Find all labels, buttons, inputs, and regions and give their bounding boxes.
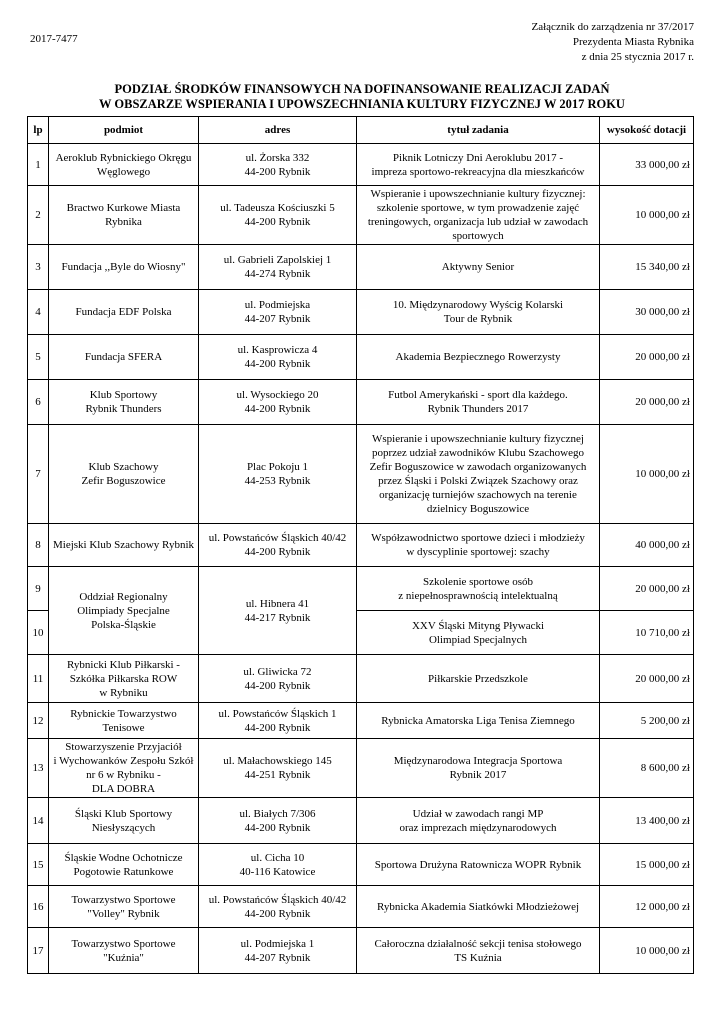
- cell-podmiot: [49, 335, 199, 380]
- grants-table: [27, 116, 694, 974]
- cell-adres-line: ul. Powstańców Śląskich 1: [218, 707, 337, 720]
- cell-adres-line: ul. Cicha 10: [250, 851, 305, 864]
- cell-podmiot-line: w Rybniku: [99, 686, 148, 699]
- cell-adres-line: 44-217 Rybnik: [244, 611, 311, 624]
- cell-zadanie-line: sportowych: [452, 230, 504, 242]
- cell-podmiot: [49, 567, 199, 655]
- cell-adres-line: ul. Małachowskiego 145: [223, 755, 332, 767]
- table-row: [28, 928, 694, 974]
- cell-adres: [199, 290, 357, 335]
- cell-zadanie-line: Olimpiad Specjalnych: [428, 633, 528, 646]
- cell-kwota: 20 000,00 zł: [600, 567, 694, 611]
- cell-zadanie-line: 10. Międzynarodowy Wyścig Kolarski: [392, 299, 564, 311]
- cell-podmiot: [49, 186, 199, 245]
- cell-podmiot-line: Bractwo Kurkowe Miasta: [66, 202, 181, 214]
- cell-adres: [199, 567, 357, 655]
- cell-adres-line: 44-253 Rybnik: [244, 475, 311, 487]
- cell-podmiot-line: nr 6 w Rybniku -: [86, 769, 161, 781]
- cell-podmiot-line: Śląski Klub Sportowy: [74, 807, 173, 820]
- cell-kwota: 5 200,00 zł: [600, 703, 694, 739]
- cell-adres-line: 44-207 Rybnik: [244, 313, 311, 325]
- cell-adres-line: ul. Tadeusza Kościuszki 5: [220, 202, 335, 214]
- cell-podmiot-line: i Wychowanków Zespołu Szkół: [53, 755, 194, 767]
- cell-podmiot: [49, 798, 199, 844]
- cell-adres-line: Plac Pokoju 1: [246, 461, 309, 473]
- cell-zadanie: [357, 245, 600, 290]
- cell-podmiot: [49, 245, 199, 290]
- cell-podmiot-line: Rybnik Thunders: [85, 403, 162, 415]
- cell-zadanie: [357, 655, 600, 703]
- cell-adres-line: 44-200 Rybnik: [244, 403, 311, 415]
- cell-adres-line: 44-251 Rybnik: [244, 769, 311, 781]
- table-row: [28, 886, 694, 928]
- cell-adres: [199, 144, 357, 186]
- cell-zadanie-line: Rybnik Thunders 2017: [427, 403, 529, 415]
- cell-podmiot-line: Rybnika: [105, 216, 142, 228]
- cell-zadanie-line: z niepełnosprawnością intelektualną: [398, 589, 558, 602]
- cell-kwota: 40 000,00 zł: [600, 524, 694, 567]
- cell-kwota: 10 000,00 zł: [600, 186, 694, 245]
- cell-adres: [199, 844, 357, 886]
- table-row: [28, 655, 694, 703]
- table-row: [28, 245, 694, 290]
- cell-zadanie-line: Całoroczna działalność sekcji tenisa stołowego: [374, 937, 582, 950]
- cell-zadanie: [357, 928, 600, 974]
- cell-zadanie-line: Piknik Lotniczy Dni Aeroklubu 2017 -: [392, 151, 564, 164]
- cell-adres: [199, 380, 357, 425]
- cell-podmiot: [49, 928, 199, 974]
- cell-zadanie-line: Szkolenie sportowe osób: [423, 575, 533, 588]
- document-id: 2017-7477: [30, 33, 78, 45]
- cell-zadanie-line: Rybnicka Akademia Siatkówki Młodzieżowej: [376, 900, 580, 913]
- cell-kwota: 33 000,00 zł: [600, 144, 694, 186]
- cell-adres: [199, 739, 357, 798]
- cell-zadanie: [357, 380, 600, 425]
- cell-zadanie: [357, 335, 600, 380]
- cell-adres: [199, 425, 357, 524]
- cell-zadanie: [357, 186, 600, 245]
- cell-podmiot-line: Aeroklub Rybnickiego Okręgu: [55, 151, 192, 164]
- cell-podmiot-line: Rybnicki Klub Piłkarski -: [67, 658, 180, 671]
- table-body: [28, 144, 694, 974]
- cell-adres-line: ul. Białych 7/306: [239, 807, 316, 820]
- cell-podmiot: [49, 290, 199, 335]
- cell-zadanie-line: organizację turniejów szachowych na terenie: [379, 489, 577, 501]
- cell-podmiot-line: Klub Szachowy: [88, 461, 159, 473]
- cell-zadanie-line: treningowych, organizacja lub udział w zawodach: [367, 216, 589, 228]
- cell-adres-line: ul. Powstańców Śląskich 40/42: [208, 532, 347, 544]
- cell-adres-line: 44-200 Rybnik: [244, 358, 311, 370]
- table-row: [28, 425, 694, 524]
- cell-podmiot: [49, 844, 199, 886]
- cell-adres-line: 44-200 Rybnik: [244, 165, 311, 178]
- table-row: [28, 335, 694, 380]
- cell-adres: [199, 335, 357, 380]
- cell-podmiot-line: Śląskie Wodne Ochotnicze: [64, 851, 183, 864]
- cell-podmiot: [49, 703, 199, 739]
- cell-kwota: 15 000,00 zł: [600, 844, 694, 886]
- cell-zadanie: [357, 886, 600, 928]
- cell-adres-line: 40-116 Katowice: [239, 865, 316, 878]
- cell-adres-line: 44-207 Rybnik: [244, 951, 311, 964]
- cell-kwota: 10 710,00 zł: [600, 611, 694, 655]
- cell-zadanie: [357, 611, 600, 655]
- cell-lp: 6: [28, 380, 49, 425]
- cell-zadanie: [357, 844, 600, 886]
- cell-podmiot: [49, 739, 199, 798]
- attachment-note: [532, 20, 694, 65]
- cell-adres-line: ul. Żorska 332: [245, 151, 310, 164]
- table-row: [28, 186, 694, 245]
- cell-adres-line: ul. Gliwicka 72: [243, 665, 312, 678]
- cell-podmiot: [49, 524, 199, 567]
- cell-zadanie-line: Rybnik 2017: [449, 769, 507, 781]
- cell-podmiot-line: Polska-Śląskie: [91, 618, 156, 631]
- column-header-podmiot: podmiot: [49, 117, 199, 144]
- cell-adres-line: 44-200 Rybnik: [244, 821, 311, 834]
- attachment-line: Załącznik do zarządzenia nr 37/2017: [531, 21, 694, 33]
- cell-podmiot-line: Towarzystwo Sportowe: [71, 937, 176, 950]
- cell-zadanie-line: w dyscyplinie sportowej: szachy: [406, 546, 550, 558]
- cell-kwota: 20 000,00 zł: [600, 655, 694, 703]
- cell-lp: 3: [28, 245, 49, 290]
- cell-podmiot-line: Klub Sportowy: [89, 389, 158, 401]
- cell-zadanie: [357, 425, 600, 524]
- cell-zadanie: [357, 524, 600, 567]
- title-line: W OBSZARZE WSPIERANIA I UPOWSZECHNIANIA KULTURY FIZYCZNEJ W 2017 ROKU: [99, 97, 625, 111]
- cell-podmiot: [49, 380, 199, 425]
- cell-adres-line: 44-200 Rybnik: [244, 679, 311, 692]
- cell-podmiot-line: Miejski Klub Szachowy Rybnik: [52, 539, 195, 551]
- cell-adres-line: 44-274 Rybnik: [244, 268, 311, 280]
- cell-adres: [199, 886, 357, 928]
- cell-kwota: 10 000,00 zł: [600, 425, 694, 524]
- cell-zadanie-line: Zefir Boguszowice w zawodach organizowanych: [369, 461, 587, 473]
- cell-adres: [199, 703, 357, 739]
- cell-adres-line: ul. Kasprowicza 4: [237, 344, 318, 356]
- cell-podmiot-line: "Volley" Rybnik: [87, 907, 160, 920]
- cell-zadanie-line: Aktywny Senior: [441, 261, 515, 273]
- cell-adres-line: ul. Hibnera 41: [245, 597, 310, 610]
- column-header-tytul: tytuł zadania: [357, 117, 600, 144]
- cell-adres-line: 44-200 Rybnik: [244, 907, 311, 920]
- cell-zadanie: [357, 567, 600, 611]
- cell-adres-line: 44-200 Rybnik: [244, 721, 311, 734]
- cell-podmiot-line: Fundacja SFERA: [84, 351, 163, 363]
- cell-podmiot-line: Olimpiady Specjalne: [77, 604, 170, 617]
- cell-zadanie-line: Udział w zawodach rangi MP: [412, 807, 544, 820]
- table-row: [28, 290, 694, 335]
- cell-adres: [199, 798, 357, 844]
- attachment-line: z dnia 25 stycznia 2017 r.: [581, 51, 694, 63]
- table-header-row: [28, 117, 694, 144]
- cell-zadanie-line: Wspieranie i upowszechnianie kultury fizycznej:: [370, 188, 586, 200]
- column-header-lp: lp: [28, 117, 49, 144]
- cell-lp: 17: [28, 928, 49, 974]
- cell-zadanie: [357, 290, 600, 335]
- cell-zadanie-line: impreza sportowo-rekreacyjna dla mieszkańców: [371, 165, 585, 178]
- cell-podmiot: [49, 144, 199, 186]
- cell-adres-line: 44-200 Rybnik: [244, 216, 311, 228]
- cell-zadanie-line: dzielnicy Boguszowice: [426, 503, 530, 515]
- cell-lp: 1: [28, 144, 49, 186]
- cell-kwota: 20 000,00 zł: [600, 335, 694, 380]
- cell-podmiot-line: Fundacja ,,Byle do Wiosny": [61, 261, 186, 273]
- cell-zadanie-line: szkolenie sportowe, w tym prowadzenie zajęć: [376, 202, 580, 214]
- attachment-line: Prezydenta Miasta Rybnika: [572, 36, 694, 48]
- cell-adres: [199, 928, 357, 974]
- cell-lp: 5: [28, 335, 49, 380]
- cell-lp: 13: [28, 739, 49, 798]
- cell-kwota: 20 000,00 zł: [600, 380, 694, 425]
- cell-lp: 16: [28, 886, 49, 928]
- cell-lp: 10: [28, 611, 49, 655]
- cell-adres-line: ul. Podmiejska: [244, 299, 311, 311]
- cell-zadanie-line: poprzez udział zawodników Klubu Szachowego: [372, 447, 584, 459]
- cell-adres-line: ul. Podmiejska 1: [240, 937, 315, 950]
- cell-adres-line: ul. Powstańców Śląskich 40/42: [208, 893, 347, 906]
- cell-zadanie: [357, 703, 600, 739]
- cell-podmiot-line: Towarzystwo Sportowe: [71, 893, 176, 906]
- table-row: [28, 567, 694, 611]
- cell-lp: 2: [28, 186, 49, 245]
- cell-podmiot-line: Fundacja EDF Polska: [75, 306, 172, 318]
- cell-zadanie-line: Międzynarodowa Integracja Sportowa: [393, 755, 563, 767]
- cell-lp: 9: [28, 567, 49, 611]
- cell-zadanie-line: Rybnicka Amatorska Liga Tenisa Ziemnego: [381, 714, 575, 727]
- cell-lp: 8: [28, 524, 49, 567]
- cell-zadanie-line: Wspieranie i upowszechnianie kultury fizycznej: [372, 433, 584, 445]
- cell-kwota: 10 000,00 zł: [600, 928, 694, 974]
- title-line: PODZIAŁ ŚRODKÓW FINANSOWYCH NA DOFINANSOWANIE REALIZACJI ZADAŃ: [114, 82, 610, 96]
- cell-zadanie: [357, 739, 600, 798]
- cell-podmiot-line: Tenisowe: [102, 721, 145, 734]
- column-header-dotacja: wysokość dotacji: [600, 117, 694, 144]
- cell-kwota: 13 400,00 zł: [600, 798, 694, 844]
- cell-kwota: 15 340,00 zł: [600, 245, 694, 290]
- cell-zadanie: [357, 798, 600, 844]
- cell-zadanie-line: Piłkarskie Przedszkole: [428, 672, 528, 685]
- cell-zadanie-line: przez Śląski i Polski Związek Szachowy oraz: [378, 475, 578, 487]
- cell-kwota: 30 000,00 zł: [600, 290, 694, 335]
- cell-podmiot-line: Stowarzyszenie Przyjaciół: [65, 741, 182, 753]
- column-header-adres: adres: [199, 117, 357, 144]
- cell-podmiot-line: Zefir Boguszowice: [81, 475, 166, 487]
- cell-adres-line: ul. Gabrieli Zapolskiej 1: [223, 254, 332, 266]
- cell-zadanie-line: Sportowa Drużyna Ratownicza WOPR Rybnik: [374, 858, 582, 871]
- cell-podmiot: [49, 886, 199, 928]
- cell-podmiot-line: Węglowego: [96, 165, 151, 178]
- cell-adres: [199, 655, 357, 703]
- table-row: [28, 844, 694, 886]
- table-row: [28, 144, 694, 186]
- document-title: [0, 82, 724, 112]
- cell-zadanie-line: Futbol Amerykański - sport dla każdego.: [388, 389, 568, 401]
- cell-podmiot-line: "Kuźnia": [103, 951, 144, 964]
- cell-lp: 4: [28, 290, 49, 335]
- table-row: [28, 703, 694, 739]
- cell-adres: [199, 186, 357, 245]
- table-row: [28, 524, 694, 567]
- cell-podmiot-line: Niesłyszących: [91, 821, 156, 834]
- cell-lp: 7: [28, 425, 49, 524]
- cell-lp: 14: [28, 798, 49, 844]
- cell-podmiot: [49, 425, 199, 524]
- cell-podmiot-line: Oddział Regionalny: [79, 590, 168, 603]
- cell-zadanie-line: TS Kuźnia: [454, 951, 502, 964]
- cell-podmiot-line: Szkółka Piłkarska ROW: [69, 672, 178, 685]
- cell-zadanie-line: Akademia Bezpiecznego Rowerzysty: [395, 351, 561, 363]
- cell-podmiot-line: Pogotowie Ratunkowe: [73, 865, 174, 878]
- cell-podmiot-line: DLA DOBRA: [91, 783, 156, 795]
- cell-adres-line: 44-200 Rybnik: [244, 546, 311, 558]
- cell-lp: 12: [28, 703, 49, 739]
- cell-zadanie-line: Współzawodnictwo sportowe dzieci i młodzieży: [371, 532, 585, 544]
- cell-podmiot: [49, 655, 199, 703]
- cell-zadanie: [357, 144, 600, 186]
- cell-adres-line: ul. Wysockiego 20: [236, 389, 319, 401]
- cell-zadanie-line: Tour de Rybnik: [443, 313, 513, 325]
- cell-podmiot-line: Rybnickie Towarzystwo: [70, 707, 177, 720]
- cell-zadanie-line: XXV Śląski Mityng Pływacki: [411, 619, 545, 632]
- cell-kwota: 12 000,00 zł: [600, 886, 694, 928]
- cell-lp: 15: [28, 844, 49, 886]
- table-row: [28, 380, 694, 425]
- table-row: [28, 798, 694, 844]
- cell-lp: 11: [28, 655, 49, 703]
- table-row: [28, 739, 694, 798]
- cell-zadanie-line: oraz imprezach międzynarodowych: [399, 821, 557, 834]
- cell-adres: [199, 245, 357, 290]
- cell-adres: [199, 524, 357, 567]
- cell-kwota: 8 600,00 zł: [600, 739, 694, 798]
